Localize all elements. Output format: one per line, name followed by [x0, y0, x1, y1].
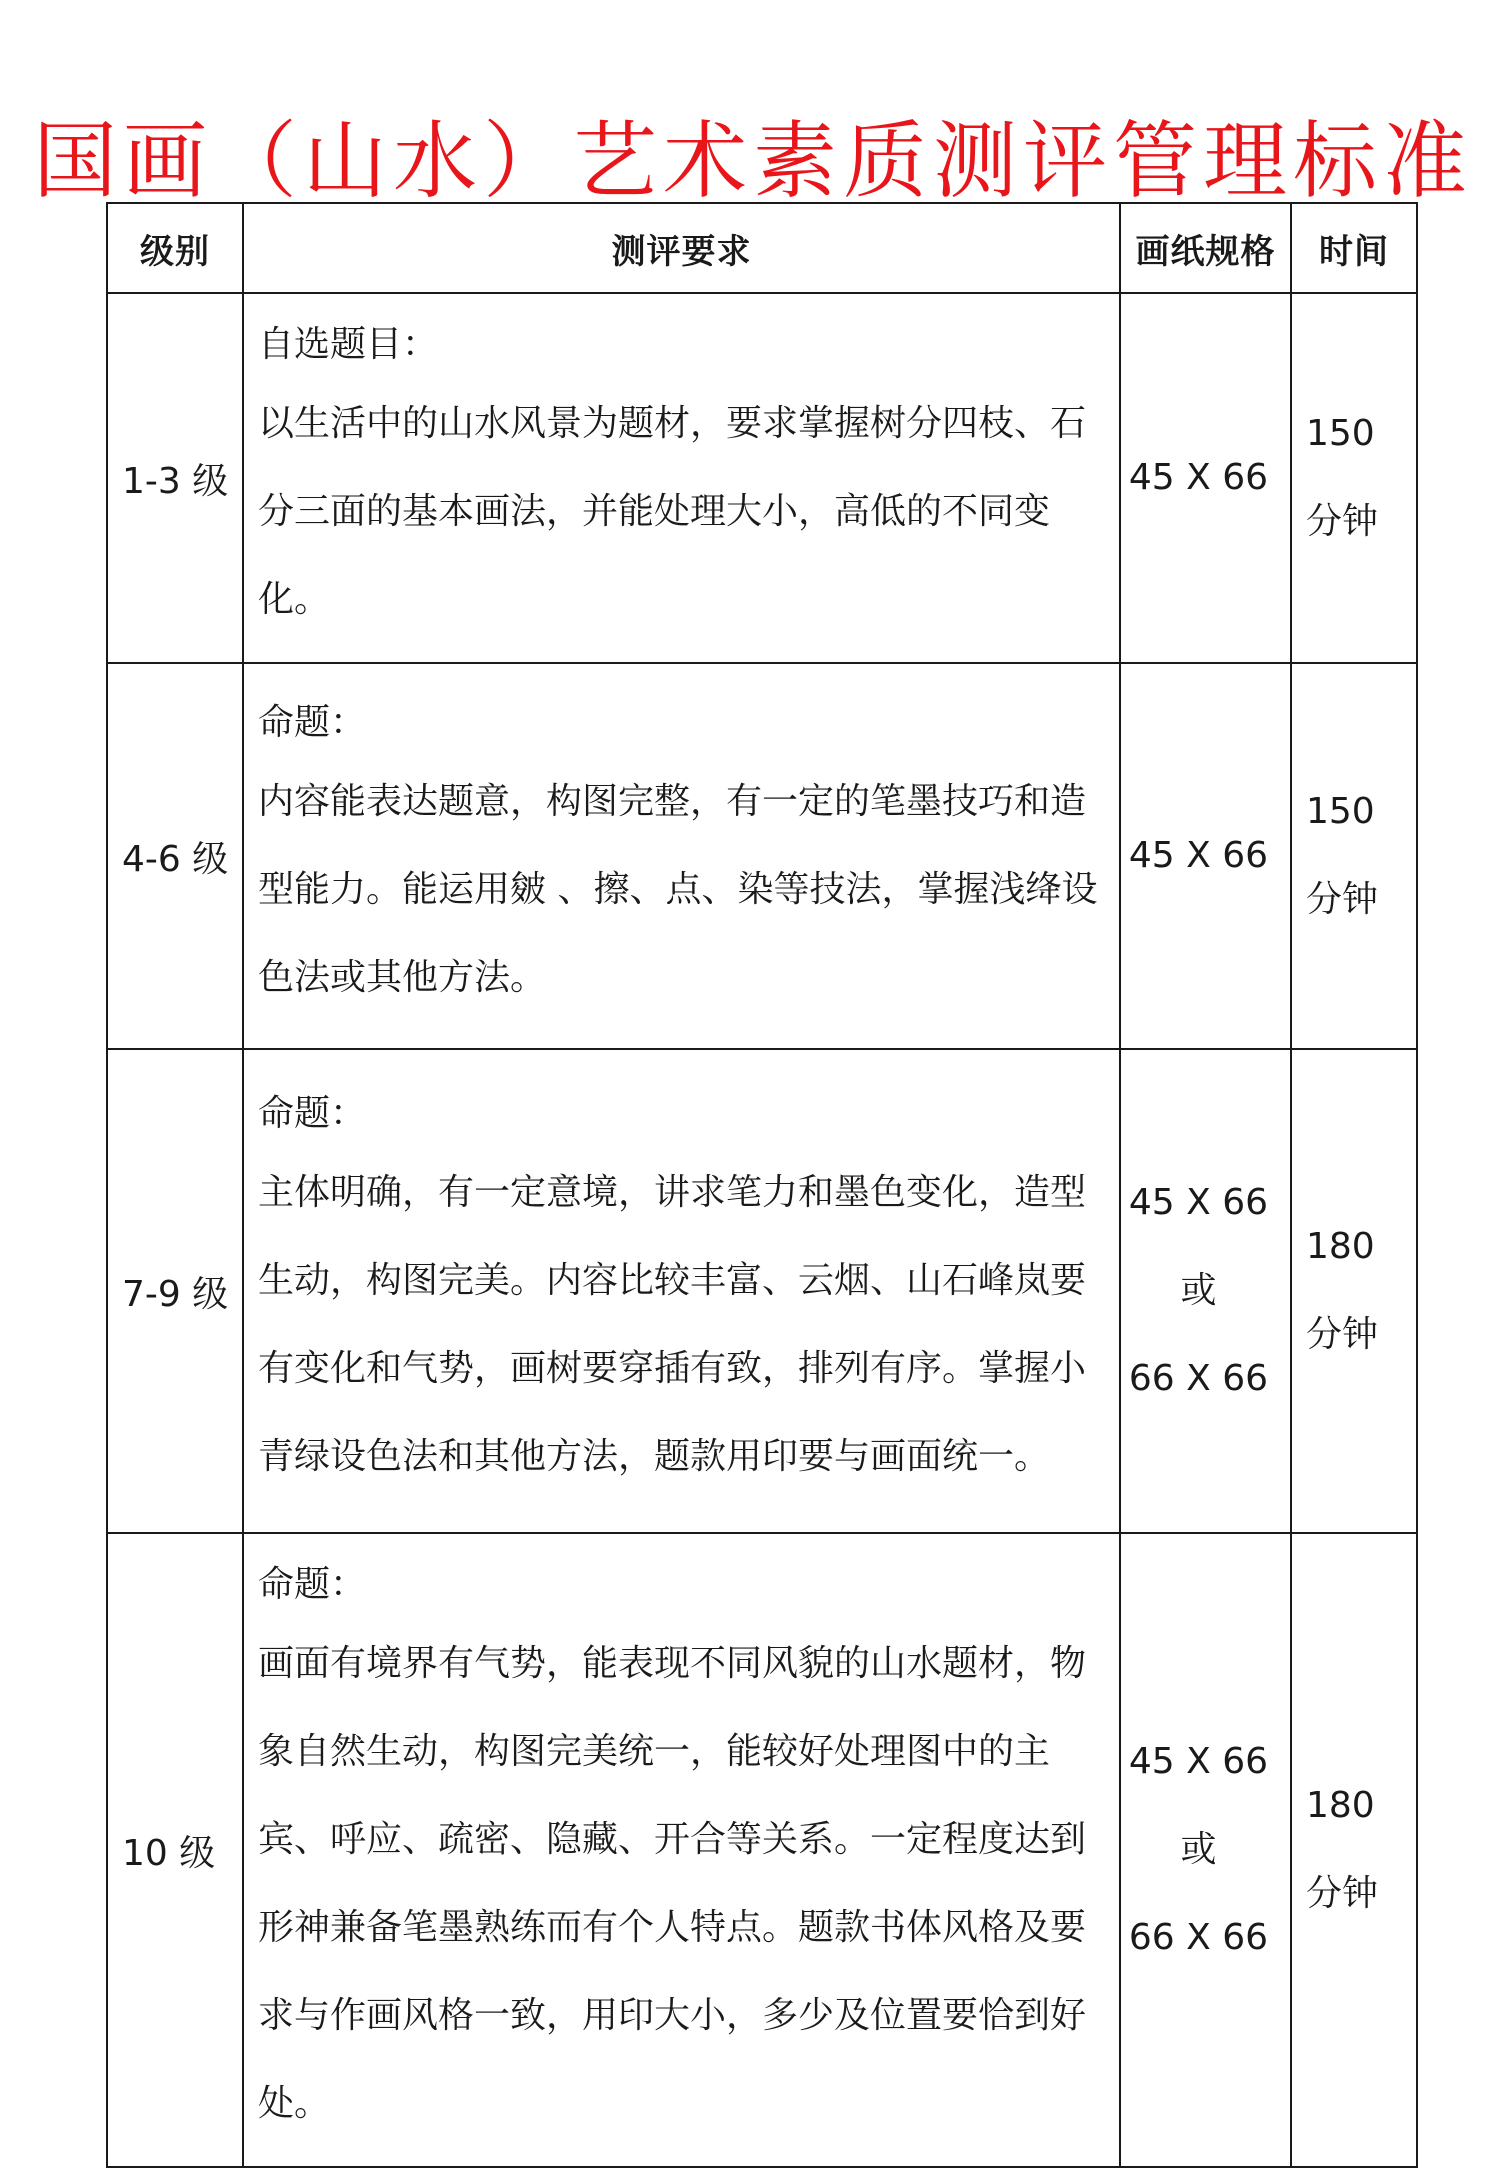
time-cell: [1291, 663, 1417, 1049]
level-cell: 4-6 级: [107, 663, 243, 1049]
paper-cell: [1120, 1049, 1291, 1533]
header-time: 时间: [1291, 203, 1417, 293]
table-row: [107, 1049, 1417, 1533]
requirement-cell: [243, 1049, 1120, 1533]
paper-size: 45 X 66: [1128, 457, 1269, 498]
paper-cell: [1120, 1533, 1291, 2167]
header-level: 级别: [107, 203, 243, 293]
level-cell: 1-3 级: [107, 293, 243, 663]
requirement-text: 画面有境界有气势，能表现不同风貌的山水题材，物象自然生动，构图完美统一，能较好处理图中的主宾、呼应、疏密、隐藏、开合等关系。一定程度达到形神兼备笔墨熟练而有个人特点。题款书体风格及要求与作画风格一致，用印大小，多少及位置要恰到好处。: [258, 1643, 1087, 2124]
time-unit: 分钟: [1306, 879, 1379, 920]
page-title: 国画（山水）艺术素质测评管理标准: [32, 112, 1473, 211]
header-paper: 画纸规格: [1120, 203, 1291, 293]
time-unit: 分钟: [1306, 1873, 1379, 1914]
paper-or: 或: [1180, 1829, 1217, 1870]
paper-cell: [1120, 293, 1291, 663]
time-value: 180: [1306, 1785, 1375, 1826]
paper-size-alt: 66 X 66: [1128, 1358, 1269, 1399]
requirement-label: 自选题目：: [258, 324, 439, 365]
time-cell: [1291, 1533, 1417, 2167]
requirement-cell: [243, 293, 1120, 663]
header-requirement: 测评要求: [243, 203, 1120, 293]
paper-size: 45 X 66: [1128, 1182, 1269, 1223]
requirement-text: 内容能表达题意，构图完整，有一定的笔墨技巧和造型能力。能运用皴 、擦、点、染等技法，掌握浅绛设色法或其他方法。: [258, 781, 1098, 998]
time-cell: [1291, 1049, 1417, 1533]
time-cell: [1291, 293, 1417, 663]
level-cell: 7-9 级: [107, 1049, 243, 1533]
time-value: 150: [1306, 413, 1375, 454]
table-row: [107, 293, 1417, 663]
paper-cell: [1120, 663, 1291, 1049]
time-value: 150: [1306, 791, 1375, 832]
time-unit: 分钟: [1306, 501, 1379, 542]
requirement-label: 命题：: [258, 1093, 367, 1134]
requirement-label: 命题：: [258, 702, 367, 743]
requirement-text: 以生活中的山水风景为题材，要求掌握树分四枝、石分三面的基本画法，并能处理大小，高低的不同变化。: [258, 403, 1087, 620]
requirement-label: 命题：: [258, 1564, 367, 1605]
paper-size-alt: 66 X 66: [1128, 1917, 1269, 1958]
time-unit: 分钟: [1306, 1314, 1379, 1355]
requirement-cell: [243, 663, 1120, 1049]
time-value: 180: [1306, 1226, 1375, 1267]
table-row: [107, 1533, 1417, 2167]
paper-or: 或: [1180, 1270, 1217, 1311]
paper-size: 45 X 66: [1128, 835, 1269, 876]
requirement-cell: [243, 1533, 1120, 2167]
table-row: [107, 663, 1417, 1049]
table-header-row: [107, 203, 1417, 293]
standards-table: [106, 202, 1418, 2168]
paper-size: 45 X 66: [1128, 1741, 1269, 1782]
level-cell: 10 级: [107, 1533, 243, 2167]
requirement-text: 主体明确，有一定意境，讲求笔力和墨色变化，造型生动，构图完美。内容比较丰富、云烟、山石峰岚要有变化和气势，画树要穿插有致，排列有序。掌握小青绿设色法和其他方法，题款用印要与画面统一。: [258, 1172, 1087, 1477]
